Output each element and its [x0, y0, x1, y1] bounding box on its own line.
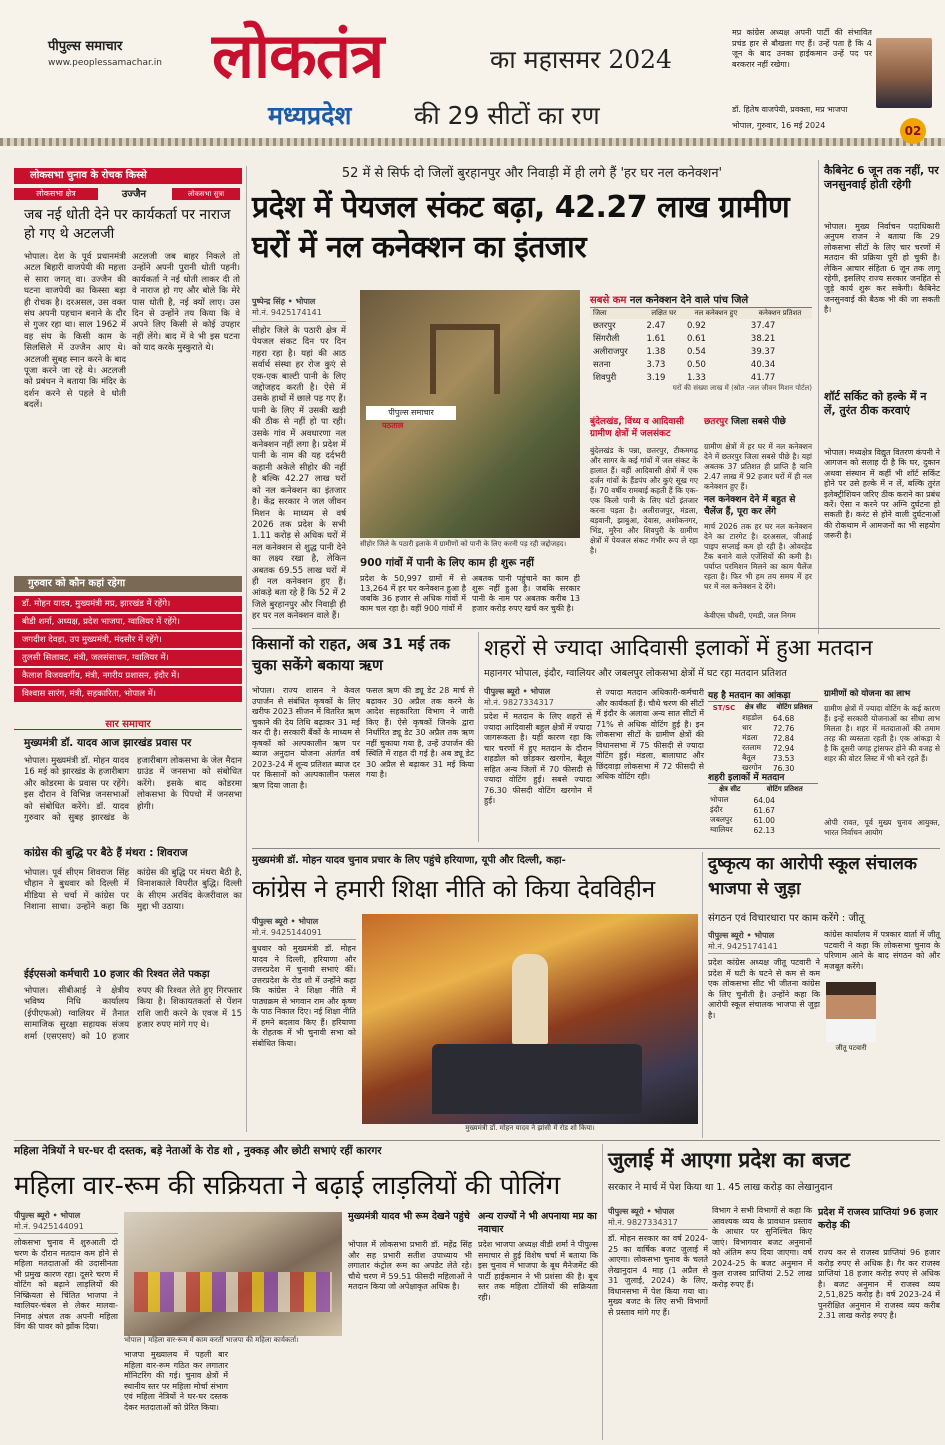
roadshow-photo: [362, 914, 698, 1124]
table-row: [708, 723, 818, 733]
table-cell: 61.00: [753, 815, 775, 825]
table-row: [590, 345, 812, 358]
table-cell: 1.33: [686, 372, 706, 383]
guru-item: तुलसी सिलावट, मंत्री, जलसंसाधन, ग्वालियर में।: [14, 650, 242, 666]
mahila-headline: महिला वार-रूम की सक्रियता ने बढ़ाई लाड़लियों की पोलिंग: [14, 1171, 561, 1201]
mahila-kicker: महिला नेत्रियों ने घर-घर दी दस्तक, बड़े नेताओं के रोड शो , नुक्कड़ और छोटी सभाएं रहीं कारगर: [14, 1145, 382, 1157]
seats-label: की 29 सीटों का रण: [414, 101, 600, 130]
table-col-header: जिला: [593, 309, 607, 317]
table-cell: बैतूल: [742, 753, 756, 762]
guru-header: गुरुवार को कौन कहां रहेगा: [14, 576, 242, 592]
sar1-headline: मुख्यमंत्री डॉ. यादव आज झारखंड प्रवास पर: [24, 737, 192, 749]
quote-text: मप्र कांग्रेस अध्यक्ष अपनी पार्टी की संभावित प्रचंड हार से बौखला गए हैं। उन्हें पता है कि 4 जून के बाद उनका हाईकमान उन्हें पद पर बरकरार नहीं रखेगा।: [732, 28, 872, 69]
budget-headline: जुलाई में आएगा प्रदेश का बजट: [608, 1148, 851, 1172]
table-cell: इंदौर: [710, 805, 723, 814]
turnout-title: शहरी इलाकों में मतदान: [708, 770, 818, 784]
tribal-body-2: से ज्यादा मतदान अधिकारी-कर्मचारी और कार्यकर्ता हैं। चौथे चरण की सीटों में इंदौर के अलावा अन्य सात सीटों में 71% से अधिक वोटिंग हुई है। इन लोकसभा सीटों के ग्रामीण क्षेत्रों की विधानसभा में 75 फीसदी से ज्यादा वोटिंग हुई। मंडला, बालाघाट और छिंदवाड़ा लोकसभा में 72 फीसदी से अधिक वोटिंग रही।: [596, 688, 704, 781]
turnout-table-2: [708, 770, 818, 842]
jitu-photo: [826, 982, 876, 1042]
kissa-headline: जब नई धोती देने पर कार्यकर्ता पर नाराज हो गए थे अटलजी: [24, 207, 231, 242]
table-header-row: [590, 308, 812, 319]
section-rule: [14, 1140, 940, 1141]
seat-name: उज्जैन: [121, 189, 147, 200]
kissa-label: लोकसभा चुनाव के रोचक किस्से: [14, 168, 242, 184]
table-cell: 0.61: [686, 333, 706, 344]
guru-item: बीडी शर्मा, अध्यक्ष, प्रदेश भाजपा, ग्वालियर में रहेंगे।: [14, 614, 242, 630]
sar3-body: भोपाल। सीबीआई ने क्षेत्रीय भविष्य निधि कार्यालय (ईपीएफओ) ग्वालियर में तैनात सामाजिक सुरक्षा सहायक संजय शर्मा (एसएसए) को 10 हजार रुपए की रिश्वत लेते हुए गिरफ्तार किया है। शिकायतकर्ता से पेंशन राशि जारी करने के एवज में 15 हजार रुपए मांगे गए थे।: [24, 986, 242, 1042]
guru-item: कैलाश विजयवर्गीय, मंत्री, नगरीय प्रशासन, इंदौर में।: [14, 668, 242, 684]
table-row: [708, 753, 818, 763]
table-row: [590, 371, 812, 384]
budget-body-2: विभाग ने सभी विभागों से कहा कि आवश्यक व्यय के प्रावधान प्रस्ताव के आधार पर सुनिश्चित किए जाएं। विभागवार बजट अनुमानों को अंतिम रूप दिया जाएगा। वर्ष 2024-25 के बजट अनुमान में कुल राजस्व प्राप्तियां 2.52 लाख करोड़ रुपए हैं।: [712, 1206, 812, 1289]
main-body-1: सीहोर जिले के पठारी क्षेत्र में पेयजल संकट दिन पर दिन गहरा रहा है। यहां की आठ सर्वार्थ संस्था हर रोज कुएं से एक-एक बाल्टी पानी के लिए जद्दोजहद करती है। ऐसे में उसके हाथों में छाले पड़ गए हैं। पानी के लिए में उसकी खड़ी की ठीक से नहीं हो पा रही। उसके गांव में अवधारणा नल कनेक्शन नहीं लगा है। प्रदेश में पानी के नाम की यह दर्दभरी कहानी अकेले सीहोर की नहीं है बल्कि 42.27 लाख घरों को नल कनेक्शन का इंतजार है। केंद्र सरकार ने जल जीवन मिशन के माध्यम से वर्ष 2026 तक प्रदेश के सभी 1.11 करोड़ से अधिक घरों में नल कनेक्शन से शुद्ध पानी देने का लक्ष्य रखा है, लेकिन अबतक 69.55 लाख घरों में ही नल कनेक्शन हुए हैं। आंकड़े बता रहे हैं कि 52 में 2 जिले बुरहानपुर और निवाड़ी ही हर घर नल कनेक्शन वाले हैं।: [252, 326, 346, 622]
mahila-byline: [14, 1210, 118, 1234]
table-cell: 3.19: [646, 372, 666, 383]
turnout-table-1: [708, 688, 818, 773]
bk-headline-text: बुंदेलखंड, विंध्य व आदिवासी ग्रामीण क्षेत्रों में जलसंकट: [590, 417, 685, 439]
table-cell: 38.21: [750, 333, 776, 344]
main-headline: प्रदेश में पेयजल संकट बढ़ा, 42.27 लाख ग्रामीण घरों में नल कनेक्शन का इंतजार: [252, 190, 790, 265]
table-cell: 37.47: [750, 320, 776, 331]
school-body-1: प्रदेश कांग्रेस अध्यक्ष जीतू पटवारी ने प्रदेश में घटी के घटने से कम से कम एक लोकसभा सीट भी जीतना कांग्रेस के लिए चुनौती है। उन्होंने कहा कि आरोपी स्कूल संचालक भाजपा से जुड़ा है।: [708, 958, 820, 1020]
table-cell: 3.73: [646, 359, 666, 370]
table-cell: 0.92: [686, 320, 706, 331]
table-row: [708, 805, 818, 815]
column-divider: [478, 632, 479, 842]
ct-body: ग्रामीण क्षेत्रों में हर घर में नल कनेक्शन देने में छतरपुर जिला सबसे पीछे है। यहां अबतक 37 प्रतिशत ही प्राप्ति है यानि 2.47 लाख में 92 हजार घरों में ही नल कनेक्शन हुए हैं।: [704, 442, 812, 491]
page-number: 02: [900, 118, 926, 144]
well-structure: [430, 324, 500, 394]
school-body-2: कांग्रेस कार्यालय में पत्रकार वार्ता में जीतू पटवारी ने कहा कि लोकसभा चुनाव के परिणाम आने के बाद संगठन को और मजबूत करेंगे।: [824, 930, 940, 971]
leader-figure: [512, 954, 548, 1044]
turnout-title: यह है मतदान का आंकड़ा: [708, 688, 818, 702]
table-cell: 62.13: [753, 825, 775, 835]
budget-byline: [608, 1206, 708, 1230]
ct-headline: [704, 416, 812, 442]
byline-author: पीपुल्स ब्यूरो • भोपाल: [708, 931, 775, 940]
cabinet-headline: कैबिनेट 6 जून तक नहीं, पर जनसुनवाई होती रहेगी: [824, 164, 939, 191]
jitu-photo-name: जीतू पटवारी: [835, 1044, 867, 1052]
short-circuit-headline: शॉर्ट सर्किट को हल्के में न लें, तुरंत ठीक करवाएं: [824, 390, 927, 417]
tribal-byline: [484, 686, 592, 710]
ct-headline-red: छतरपुर: [704, 417, 728, 427]
cabinet-body: भोपाल। मुख्य निर्वाचन पदाधिकारी अनुपम राजन ने बताया कि 29 लोकसभा सीटों के लिए चार चरणों में मतदान की प्रक्रिया पूरी हो चुकी है। लेकिन आचार संहिता 6 जून तक लागू रहेगी, इसलिए राज्य सरकार जनहित से जुड़े कार्य शुरू कर सकेगी। कैबिनेट जनसुनवाई की बैठक भी की जा सकती है।: [824, 222, 940, 315]
table-cell: 61.67: [753, 805, 775, 815]
sar2-body: भोपाल। पूर्व सीएम शिवराज सिंह चौहान ने बुधवार को दिल्ली में मीडिया से चर्चा में कांग्रेस पर निशाना साधा। उन्होंने कहा कि कांग्रेस की बुद्धि पर मंथरा बैठी है, विनाशकाले विपरीत बुद्धि। दिल्ली के सीएम अरविंद केजरीवाल का मुद्दा भी उठाया।: [24, 868, 242, 913]
byline-author: पीपुल्स ब्यूरो • भोपाल: [608, 1207, 675, 1216]
table-cell: ग्वालियर: [710, 825, 733, 834]
congress-byline: [252, 916, 356, 940]
main-byline: [252, 296, 346, 322]
table-col-header: नल कनेक्शन हुए: [694, 309, 738, 317]
section-rule: [252, 848, 940, 849]
logo-text: पीपुल्स समाचार: [48, 39, 123, 54]
budget-sub: सरकार ने मार्च में पेश किया था 1. 45 लाख करोड़ का लेखानुदान: [608, 1182, 833, 1193]
short-circuit-body: भोपाल। मध्यक्षेत्र विद्युत वितरण कंपनी ने आगजन को सलाह दी है कि घर, दुकान अथवा संस्थान में कहीं भी शॉर्ट सर्किट होने पर उसे हल्के में न लें, बल्कि तुरंत इलेक्ट्रीशियन जरिए ठीक कराने का प्रबंध करें। ऐसा न करने पर अग्नि दुर्घटना हो सकती है। करंट से होने वाली दुर्घटनाओं की रोकथाम में आमजनों का भी सहयोग जरूरी है।: [824, 448, 940, 541]
table-cell: 64.68: [772, 713, 795, 723]
byline-mobile: मो.नं. 9425144091: [252, 928, 322, 937]
tribal-side-body: ग्रामीण क्षेत्रों में ज्यादा वोटिंग के कई कारण हैं। इन्हें सरकारी योजनाओं का सीधा लाभ मिलता है। शहर में मतदाताओं की तमाम तरह की व्यस्तता रहती है। एक आंकड़ा ये है कि दूसरी जगह ट्रांसफर होने की वजह से शहर की वोटर लिस्ट में भी बने रहते हैं।: [824, 704, 940, 763]
school-byline: [708, 930, 820, 954]
table-cell: 1.61: [646, 333, 666, 344]
byline-author: पीपुल्स ब्यूरो • भोपाल: [14, 1211, 81, 1220]
seat-source: लोकसभा सुत्रा: [172, 188, 240, 200]
photo-place: पठताल: [382, 421, 404, 430]
guru-list: [14, 596, 242, 708]
table-cell: सिंगरौली: [593, 334, 620, 344]
table-cell: 72.94: [772, 743, 795, 753]
table-row: [708, 743, 818, 753]
byline-mobile: मो.नं. 9827334317: [484, 698, 554, 707]
tribal-side-by: ओपी रावत, पूर्व मुख्य चुनाव आयुक्त, भारत निर्वाचन आयोग: [824, 818, 940, 837]
table-cell: 41.77: [750, 372, 776, 383]
warroom-photo: [124, 1212, 342, 1336]
roadshow-caption: मुख्यमंत्री डॉ. मोहन यादव ने झांसी में रोड शो किया।: [465, 1124, 595, 1132]
district-table-box: [590, 292, 812, 410]
table-row: [708, 795, 818, 805]
sub-body-1: प्रदेश के 50,997 ग्रामों में से 13,264 में हर घर कनेक्शन हुआ है जबकि 36 हजार से अधिक गांवों में काम चल रहा है। वहीं 900 गांवों में: [360, 574, 466, 613]
table-cell: 72.76: [772, 723, 795, 733]
table-cell: धार: [742, 723, 752, 732]
table-col-header: कनेक्शन प्रतिशत: [758, 309, 802, 317]
district-table: [590, 308, 812, 384]
column-divider: [702, 852, 703, 1138]
table-cell: 76.30: [772, 763, 795, 773]
sar1-body: भोपाल। मुख्यमंत्री डॉ. मोहन यादव 16 मई को झारखंड के हजारीबाग और कोडरमा के प्रवास पर रहेंगे। इस दौरान वे विभिन्न जनसभाओं को संबोधित करेंगे। डॉ. यादव गुरुवार को सुबह झारखंड के हजारीबाग लोकसभा के जेल मैदान ग्राउंड में जनसभा को संबोधित करेंगे। इसके बाद कोडरमा लोकसभा के पिपचो में जनसभा होगी।: [24, 756, 242, 824]
byline-mobile: मो.नं. 9425144091: [14, 1222, 84, 1231]
table-cell: छतरपुर: [593, 321, 616, 331]
photo-credit: पीपुल्स समाचार: [366, 406, 456, 420]
cm-room-headline: मुख्यमंत्री यादव भी रूम देखने पहुंचे: [348, 1211, 470, 1222]
farmers-headline: किसानों को राहत, अब 31 मई तक चुका सकेंगे बकाया ऋण: [252, 635, 450, 674]
quote-author: डॉ. हितेष वाजपेयी, प्रवक्ता, मप्र भाजपा: [732, 105, 848, 114]
byline-mobile: मो.नं. 9425174141: [708, 942, 778, 951]
water-photo: [360, 290, 580, 538]
byline-mobile: मो.नं. 9827334317: [608, 1218, 678, 1227]
table-header-row: [708, 702, 818, 713]
ct-headline-text: जिला सबसे पीछे: [731, 417, 786, 427]
table-col-header: लक्षित घर: [651, 309, 677, 317]
vehicle: [432, 1044, 642, 1114]
sar3-headline: ईईएसओ कर्मचारी 10 हजार की रिश्वत लेते पकड़ा: [24, 969, 210, 980]
table-cell: 72.84: [772, 733, 795, 743]
guru-item: जगदीश देवड़ा, उप मुख्यमंत्री, मंदसौर में रहेंगे।: [14, 632, 242, 648]
cm-room-body: भोपाल में लोकसभा प्रभारी डॉ. महेंद्र सिंह और सह प्रभारी सतीश उपाध्याय भी लगातार कंट्रोल रूम का अपडेट लेते रहे। चौथे चरण में 59.51 फीसदी महिलाओं ने मतदान किया जो अपेक्षाकृत अधिक है।: [348, 1240, 472, 1291]
column-divider: [602, 1144, 603, 1440]
table-row: [708, 713, 818, 723]
turnout-table: [708, 702, 818, 773]
ct-quote-by: केवीएस चौधरी, एमडी, जल निगम: [704, 611, 796, 620]
budget-side-headline: प्रदेश में राजस्व प्राप्तियां 96 हजार करोड़ की: [818, 1207, 938, 1231]
table-row: [590, 358, 812, 371]
table-cell: भोपाल: [710, 795, 729, 804]
seat-label: लोकसभा क्षेत्र: [14, 188, 98, 200]
main-kicker: 52 में से सिर्फ दो जिलों बुरहानपुर और निवाड़ी में ही लगे हैं 'हर घर नल कनेक्शन': [341, 166, 723, 181]
column-divider: [818, 160, 819, 634]
mahila-body-1: लोकसभा चुनाव में शुरुआती दो चरण के दौरान मतदान कम होने से महिला मतदाताओं की उदासीनता भी प्रमुख कारण रहा। दूसरे चरण में वोटिंग को बढ़ाने लाड़लियों की निष्क्रियता से चिंतित भाजपा ने ग्वालियर-चंबल से लेकर मालवा-निमाड़ अंचल तक अपनी महिला विंग की पावर को झोंक दिया।: [14, 1238, 118, 1331]
bk-headline: [590, 416, 698, 444]
table-cell: शहडोल: [742, 713, 763, 722]
kissa-col-1: भोपाल। देश के पूर्व प्रधानमंत्री अटल बिहारी वाजपेयी की महत्ता से सारा जगत् वा। उज्जैन की घटना वाजपेयी का किस्सा बड़ा ही रोचक है। दरअसल, उस वक्त संघ अपनी पहचान बनाने के दौर से गुजर रहा था। साल 1962 में वह संघ के किसी काम के सिलसिले में उज्जैन आए थे। अटलजी सुबह स्नान करने के बाद पूजा करने जा रहे थे। अटलजी को प्रबंधन ने बताया कि मंदिर के दर्शन करने से पहले वे धोती बदलें।: [24, 252, 126, 411]
budget-side-body: राज्य कर से राजस्व प्राप्तियां 96 हजार करोड़ रुपए से अधिक है। गैर कर राजस्व प्राप्तियां 18 हजार करोड़ रुपए से अधिक है। बजट अनुमान में राजस्व व्यय 2,51,825 करोड़ है। वर्ष 2023-24 में पुनरीक्षित अनुमान में राजस्व व्यय करीब 2.31 लाख करोड़ रुपए है।: [818, 1248, 940, 1320]
table-title: [590, 292, 812, 308]
school-sub: संगठन एवं विचारधारा पर काम करेंगे : जीतू: [708, 913, 865, 924]
table-title-red: सबसे कम: [590, 295, 627, 306]
table-row: [708, 815, 818, 825]
dateline: भोपाल, गुरुवार, 16 मई 2024: [732, 121, 826, 130]
guru-item: डॉ. मोहन यादव, मुख्यमंत्री मप्र, झारखंड में रहेंगे।: [14, 596, 242, 612]
quote-box: [732, 28, 872, 100]
sub-body-2: अबतक पानी पहुंचाने का काम ही शुरू नहीं हुआ है। जबकि सरकार पानी के नाम पर अबतक करीब 13 हजार करोड़ रुपए खर्च कर चुकी है।: [472, 574, 580, 613]
logo[interactable]: [48, 36, 188, 76]
table-cell: अलीराजपुर: [593, 347, 628, 357]
table-cell: 0.54: [686, 346, 706, 357]
table-row: [590, 319, 812, 332]
table-cell: 1.38: [646, 346, 666, 357]
sub-headline: 900 गांवों में पानी के लिए काम ही शुरू नहीं: [360, 557, 535, 569]
table-col-header: वोटिंग प्रतिशत: [776, 703, 813, 711]
farmers-body-2: फसल ऋण की ड्यू डेट 28 मार्च से बढ़ाकर 30 अप्रैल तक करने के आदेश सहकारिता विभाग ने जारी किए हैं। ऐसे कृषकों जिनके द्वारा निर्धारित ड्यू डेट 30 अप्रैल तक ऋण नहीं चुकाया गया है, उन्हें उपार्जन की स्थिति में राहत दी गई है। अब ड्यू डेट 30 अप्रैल से बढ़ाकर 31 मई किया गया है।: [366, 686, 474, 779]
tribal-side-headline: ग्रामीणों को योजना का लाभ: [824, 689, 911, 699]
table-col-header: वोटिंग प्रतिशत: [766, 785, 803, 793]
sar2-headline: कांग्रेस की बुद्धि पर बैठे हैं मंथरा : शिवराज: [24, 847, 188, 859]
byline-author: पीपुल्स ब्यूरो • भोपाल: [484, 687, 551, 696]
byline-mobile: मो.नं. 9425174141: [252, 308, 322, 317]
mahila-body-2: भाजपा मुख्यालय में पहली बार महिला वार-रूम गठित कर लगातार मॉनिटरिंग की गई। चुनाव क्षेत्रों में स्थानीय स्तर पर महिला मोर्चा संभाग एवं महिला नेत्रियों ने घर-घर दस्तक देकर मतदाताओं को प्रेरित किया।: [124, 1350, 228, 1412]
table-row: [708, 733, 818, 743]
tribal-headline: शहरों से ज्यादा आदिवासी इलाकों में हुआ मतदान: [484, 636, 873, 661]
masthead: [0, 0, 945, 150]
budget-body-1: डॉ. मोहन सरकार का वर्ष 2024-25 का वार्षिक बजट जुलाई में आएगा। लोकसभा चुनाव के चलते लेखानुदान 4 माह (1 अप्रैल से 31 जुलाई, 2024) के लिए, विधानसभा में पेश किया गया था। मुख्य बजट के लिए सभी विभागों से प्रस्ताव मांगे गए हैं।: [608, 1234, 708, 1317]
section-rule: [252, 628, 940, 629]
states-headline: अन्य राज्यों ने भी अपनाया मप्र का नवाचार: [478, 1211, 597, 1235]
photo-caption: सीहोर जिले के पठारी इलाके में ग्रामीणों को पानी के लिए करनी पड़ रही जद्दोजहद।: [360, 540, 567, 548]
table-cell: सतना: [593, 360, 611, 370]
kissa-col-2: अटलजी जब बाहर निकले तो उन्होंने अपनी पुरानी धोती पहनी। कार्यकर्ता ने नई धोती लाकर दी तो वे नाराज हो गए और बोले कि मेरे पास धोती है, नई क्यों लाए। उस दिन से उन्होंने तय किया कि वे अपने लिए किसी से कोई उपहार नहीं लेंगे। बाद में वे भी इस घटना को याद करके मुस्कुराते थे।: [132, 252, 240, 354]
table-cell: मंडला: [742, 733, 758, 742]
site-url[interactable]: www.peoplessamachar.in: [48, 58, 162, 68]
table-cell: 64.04: [753, 795, 775, 805]
tribal-body-1: प्रदेश में मतदान के लिए शहरों से ज्यादा आदिवासी बहुल क्षेत्रों में ज्यादा जागरूकता है। यही कारण रहा कि चार चरणों में हुए मतदान के दौरान शहडोल को छोड़कर खरगोन, बैतूल सहित अन्य जिलों में 70 फीसदी से ज्यादा वोटिंग हुई। सबसे ज्यादा 76.30 फीसदी वोटिंग खरगोन में हुई।: [484, 712, 592, 805]
school-headline: दुष्कृत्य का आरोपी स्कूल संचालक भाजपा से जुड़ा: [708, 854, 917, 899]
congress-body: बुधवार को मुख्यमंत्री डॉ. मोहन यादव ने दिल्ली, हरियाणा और उत्तरप्रदेश में चुनावी सभाएं कीं। उत्तरप्रदेश के रोड शो में उन्होंने कहा कि कांग्रेस ने शिक्षा नीति में पाठ्यक्रम से भगवान राम और कृष्ण के पाठ निकाल दिए। नई शिक्षा नीति में हमने बदलाव किए हैं। हरियाणा के रोहतक में भी चुनावी सभा को संबोधित किया।: [252, 944, 356, 1048]
tribal-sub: महानगर भोपाल, इंदौर, ग्वालियर और जबलपुर लोकसभा क्षेत्रों में घट रहा मतदान प्रतिशत: [484, 668, 787, 679]
table-cell: 0.50: [686, 359, 706, 370]
table-cell: शिवपुरी: [593, 373, 617, 383]
table-row: [590, 332, 812, 345]
state-label: मध्यप्रदेश: [268, 101, 352, 130]
table-cell: 39.37: [750, 346, 776, 357]
table-cell: 73.53: [772, 753, 795, 763]
byline-author: पुष्पेन्द्र सिंह • भोपाल: [252, 297, 316, 306]
table-cell: रतलाम: [742, 743, 761, 752]
spokesperson-photo: [876, 38, 932, 108]
warroom-caption: भोपाल | महिला वार-रूम में काम करतीं भाजपा की महिला कार्यकर्ता।: [124, 1336, 299, 1344]
turnout-table: [708, 784, 818, 835]
table-col-header: क्षेत्र सीट: [719, 785, 741, 793]
ct-subhead: नल कनेक्शन देने में बहुत से चैलेंज हैं, पूरा कर लेंगे: [704, 495, 796, 517]
table-col-header: ST/SC: [712, 703, 736, 712]
table-title-text: नल कनेक्शन देने वाले पांच जिले: [629, 295, 749, 306]
masthead-title: लोकतंत्र: [212, 19, 384, 92]
column-divider: [246, 166, 247, 1132]
masthead-rule: [0, 138, 945, 146]
masthead-subtitle: का महासमर 2024: [490, 45, 672, 74]
table-cell: 2.47: [646, 320, 666, 331]
farmers-body-1: भोपाल। राज्य शासन ने केवल उपार्जन से संबंधित कृषकों के लिए खरीफ 2023 सीजन में वितरित ऋण चुकाने की देय तिथि बढ़ाकर 31 मई कर दी है। सरकारी बैंकों के माध्यम से कृषकों को अल्पकालीन ऋण पर ब्याज अनुदान योजना अंतर्गत वर्ष 2023-24 में शून्य प्रतिशत ब्याज दर पर किसानों को अल्पकालीन फसल ऋण दिया जाता है।: [252, 686, 360, 790]
table-header-row: [708, 784, 818, 795]
table-cell: खरगोन: [742, 763, 762, 772]
bk-body: बुंदेलखंड के पन्ना, छतरपुर, टीकमगढ़ और सागर के कई गांवों में जल संकट के हालात हैं। वहीं आदिवासी क्षेत्रों में एक दर्जन गांवों के हैंडपंप और कुएं सूख गए हैं। 70 वर्षीय रामबाई कहती हैं कि एक-एक किलो पानी के लिए घंटों इंतजार करना पड़ता है। अलीराजपुर, मंडला, बड़वानी, झाबुआ, देवास, अशोकनगर, भिंड, मुरैना और शिवपुरी के ग्रामीण क्षेत्रों में पेयजल संकट गंभीर रूप ले रहा है।: [590, 446, 698, 555]
table-cell: 40.34: [750, 359, 776, 370]
people-row: [134, 1272, 332, 1312]
sar-header: सार समाचार: [14, 716, 242, 730]
guru-item: विश्वास सारंग, मंत्री, सहकारिता, भोपाल में।: [14, 686, 242, 702]
states-body: प्रदेश भाजपा अध्यक्ष वीडी शर्मा ने पीपुल्स समाचार से हुई विशेष चर्चा में बताया कि इस चुनाव में भाजपा के बूथ मैनेजमेंट की पार्टी हाईकमान ने भी प्रशंसा की है। बूथ स्तर तक महिला टोलियों की सक्रियता रही।: [478, 1240, 598, 1302]
byline-author: पीपुल्स ब्यूरो • भोपाल: [252, 917, 319, 926]
table-cell: जबलपुर: [710, 815, 733, 824]
ct-body-2: मार्च 2026 तक हर घर नल कनेक्शन देने का टारगेट है। दरअसल, जीआई पाइप सप्लाई कम हो रही है। ओवरहेड टैंक बनाने वाले एजेंसियों की कमी है। पर्याप्त परमिशन मिलने का काम चैलेंज रहता है। फिर भी हम तय समय में हर घर में नल कनेक्शन दे देंगे।: [704, 522, 812, 591]
table-note: घरों की संख्या लाख में (स्रोत -जल जीवन मिशन पोर्टल): [672, 384, 812, 392]
table-col-header: क्षेत्र सीट: [744, 703, 767, 711]
table-row: [708, 825, 818, 835]
congress-headline: कांग्रेस ने हमारी शिक्षा नीति को किया देवविहीन: [252, 875, 656, 903]
congress-kicker: मुख्यमंत्री डॉ. मोहन यादव चुनाव प्रचार के लिए पहुंचे हरियाणा, यूपी और दिल्ली, कहा-: [252, 855, 566, 866]
